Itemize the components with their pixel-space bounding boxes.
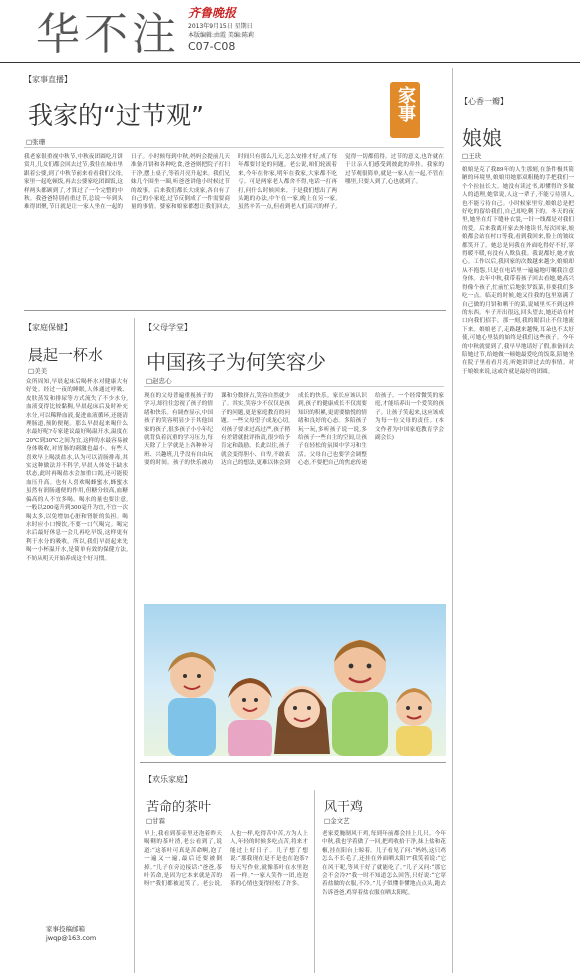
section-label-heart: 【心香一瓣】 (460, 97, 508, 106)
rule-festival (24, 147, 444, 148)
headline-chinese-kids: 中国孩子为何笑容少 (146, 350, 326, 374)
date-line: 2013年9月15日 星期日 (188, 23, 253, 30)
byline-festival: □张珊 (26, 138, 46, 146)
byline-morning-water: □美美 (28, 367, 48, 375)
article-body-festival: 我老家很重视中秋节,中秋夜团圆吃月饼赏月,儿女们都会回去过节,我往在城市里跟着公婆,到了中秋节前来看看我们父母,家里一起吃顿饭,再去公婆家吃团圆饭,这样两头都顾到了,才算过了一个完整的中秋。我爸爸特别看重过节,总说一年到头难得团聚,节日就是让一家人坐在一起的日子。小时候每到中秋,妈妈会提前几天准备月饼和各种吃食,爸爸则把院子打扫干净,摆上桌子,等着月亮升起来。我们兄妹几个围坐一圈,听爸爸讲他小时候过节的故事。后来我们都长大成家,各自有了自己的小家庭,过节反倒成了一件需要商量的事情。婆家和娘家都想让我们回去,时间只有那么几天,怎么安排才好,成了每年都要讨论的问题。老公说,咱们轮流着来,今年在你家,明年在我家,大家都不吃亏。可是两家老人都舍不得,电话一打再打,问什么时候回来。于是我们想出了两头跑的办法,中午在一家,晚上在另一家,虽然辛苦一点,但看到老人们高兴的样子,觉得一切都值得。过节的意义,也许就在于让亲人们感受到彼此的牵挂。我家的过节观很简单,就是一家人在一起,不管在哪里,只要人到了,心也就到了。 (24, 154, 444, 211)
headline-festival: 我家的“过节观” (28, 101, 204, 130)
child-girl-left (168, 652, 216, 756)
masthead (0, 0, 580, 62)
section-label-health: 【家庭保健】 (24, 323, 72, 332)
headline-morning-water: 晨起一杯水 (28, 346, 104, 364)
section-label-parents: 【父母学堂】 (144, 323, 192, 332)
article-body-morning-water: 众所周知,早晨起床后喝杯水对健康大有好处。经过一夜的睡眠,人体通过呼吸、皮肤蒸发和排尿等方式流失了不少水分,血液变得比较黏稠,早晨起床后及时补充水分,可以稀释血液,促进血液循环,还能清理肠道,预防便秘。那么早晨起来喝什么水最好呢?专家建议最好喝温开水,温度在20℃到30℃之间为宜,这样的水最容易被身体吸收,对胃肠的刺激也最小。有些人喜欢早上喝淡盐水,认为可以清肠排毒,其实这种做法并不科学,早晨人体处于缺水状态,此时再喝盐水会加重口渴,还可能使血压升高。也有人喜欢喝蜂蜜水,蜂蜜水虽然有润肠通便的作用,但糖分较高,血糖偏高的人不宜多喝。喝水的量也要注意,一般以200毫升到300毫升为宜,不宜一次喝太多,以免增加心脏和肾脏的负担。喝水时应小口慢饮,不要一口气喝完。喝完水后最好休息一会儿再吃早饭,这样更有利于水分的吸收。所以,我们早晨起来先喝一小杯温开水,是简单有效的保健方法,不妨从明天开始养成这个好习惯。 (26, 379, 128, 562)
paper-logo: 齐鲁晚报 (188, 6, 237, 20)
family-badge-text: 家事 (395, 86, 416, 122)
family-badge (390, 82, 420, 138)
rule-chinese-kids (144, 386, 444, 387)
column-divider-bottom (314, 790, 315, 973)
child-girl-center (274, 686, 330, 754)
section-label-family-news: 【家事直播】 (24, 75, 72, 84)
editor-line: 本版编辑:由霞 美编:陈莉 (188, 32, 254, 39)
headline-niangniang: 娘娘 (462, 126, 502, 150)
masthead-title: 华不注 (36, 9, 180, 60)
rule-bottom (140, 762, 446, 763)
byline-bitter-tea: □甘霖 (146, 817, 166, 825)
section-label-happy-family: 【欢乐家庭】 (144, 775, 192, 784)
byline-dried-chicken: □金文艺 (324, 817, 350, 825)
page-number: C07-C08 (188, 40, 236, 53)
rule-mid-top (24, 310, 446, 311)
submission-email: jwqp@163.com (46, 934, 97, 942)
child-girl-middle (228, 678, 272, 756)
column-divider-left (134, 318, 135, 973)
submission-label: 家事投稿邮箱 (46, 925, 85, 933)
child-boy-far-right (396, 688, 432, 756)
child-boy-right (332, 640, 388, 756)
article-body-dried-chicken: 老家爱腌制风干鸡,每到年前都会挂上几只。今年中秋,我也学着做了一回,把鸡收拾干净,抹上盐和花椒,挂在阳台上晾着。儿子看见了问:“妈妈,这只鸡怎么不长毛了,还挂在外面晒太阳?”我笑着说:“它在风干呢,等风干好了就能吃了。”儿子又问:“那它会不会冷?”我一时不知道怎么回答,只好说:“它穿着盐做的衣服,不冷。”儿子似懂非懂地点点头,跑去告诉爸爸,鸡穿着盐衣服在晒太阳呢。 (322, 831, 446, 896)
column-divider-right (452, 68, 453, 973)
article-body-bitter-tea: 早上,我看到茶壶里还泡着昨天喝剩的茶叶渣,老公看到了,说道:“这茶叶可真是苦命啊,泡了一遍又一遍,最后还要被倒掉。”儿子在旁边接话:“爸爸,茶叶苦命,是因为它本来就是苦的呀!”我们都被逗笑了。老公说,人也一样,吃得苦中苦,方为人上人,年轻的时候多吃点苦,将来才能过上好日子。儿子想了想说:“那我现在是不是也在泡茶?每天写作业,就像茶叶在水里泡着一样。”一家人笑作一团,连泡茶的心情也变得轻松了许多。 (144, 831, 308, 888)
article-body-niangniang: 娘娘是克了我89年的人生那刻,在条件极其简陋的环境里,娘娘用她那双粗糙的手把我们一个个拉扯长大。她没有读过书,却懂得许多做人的道理,她常说,人这一辈子,不能亏待别人,也不能亏待自己。小时候家里穷,娘娘总是把好吃的留给我们,自己却吃剩下的。冬天的夜里,她坐在灯下缝补衣裳,一针一线都是对我们的爱。后来我离开家去外地读书,每次回家,娘娘都会站在村口等我,看到我回来,脸上的皱纹都笑开了。她总是问我在外面吃得好不好,穿得暖不暖,有没有人欺负我。我说都好,她才放心。工作以后,我回家的次数越来越少,娘娘却从不抱怨,只是在电话里一遍遍地叮嘱我注意身体。去年中秋,我带着孩子回去看她,她高兴得像个孩子,忙前忙后地张罗饭菜,非要我们多吃一点。临走的时候,她又往我的包里塞满了自己做的月饼和晒干的菜,说城里买不到这样的东西。车子开出很远,回头望去,她还站在村口向我们招手。那一刻,我的眼泪止不住地流下来。娘娘老了,走路越来越慢,耳朵也不太好使,可她心里装的始终是我们这些孩子。今年的中秋就要到了,我早早地请好了假,准备回去陪她过节,给她做一顿她最爱吃的饭菜,陪她坐在院子里看看月亮,听她讲讲过去的事情。对于娘娘来说,这或许就是最好的团圆。 (462, 167, 574, 375)
rule-niangniang (460, 161, 572, 162)
headline-bitter-tea: 苦命的茶叶 (146, 800, 212, 815)
children-photo (144, 604, 446, 756)
byline-chinese-kids: □赵忠心 (146, 377, 172, 385)
article-body-chinese-kids: 现在的父母普遍重视孩子的学习,却往往忽视了孩子的情绪和快乐。有调查显示,中国孩子的笑容明显少于其他国家的孩子,很多孩子小小年纪就背负着沉重的学习压力,每天除了上学就是上各种补习班、兴趣班,几乎没有自由玩耍的时间。孩子的快乐被功课和分数挤占,笑容自然就少了。其实,笑容少不仅仅是孩子的问题,更是家庭教育的问题。一些父母望子成龙心切,对孩子要求过高过严,孩子稍有差错就批评指责,很少给予肯定和鼓励。长此以往,孩子就会变得胆小、自卑,不敢表达自己的想法,更难以体会到成长的快乐。家长应该认识到,孩子的健康成长不仅需要知识的积累,更需要愉悦的情绪和良好的心态。多陪孩子玩一玩,多听孩子说一说,多给孩子一些自主的空间,让孩子在轻松的氛围中学习和生活。父母自己也要学会调整心态,不要把自己的焦虑传递给孩子。一个经常微笑的家庭,才能培养出一个爱笑的孩子。让孩子笑起来,这应该成为每一位父母的责任。(本文作者为中国家庭教育学会副会长) (144, 393, 444, 467)
masthead-rule (0, 62, 580, 63)
headline-dried-chicken: 风干鸡 (324, 800, 364, 815)
byline-niangniang: □王玦 (462, 152, 482, 160)
children-photo-art (144, 604, 446, 756)
